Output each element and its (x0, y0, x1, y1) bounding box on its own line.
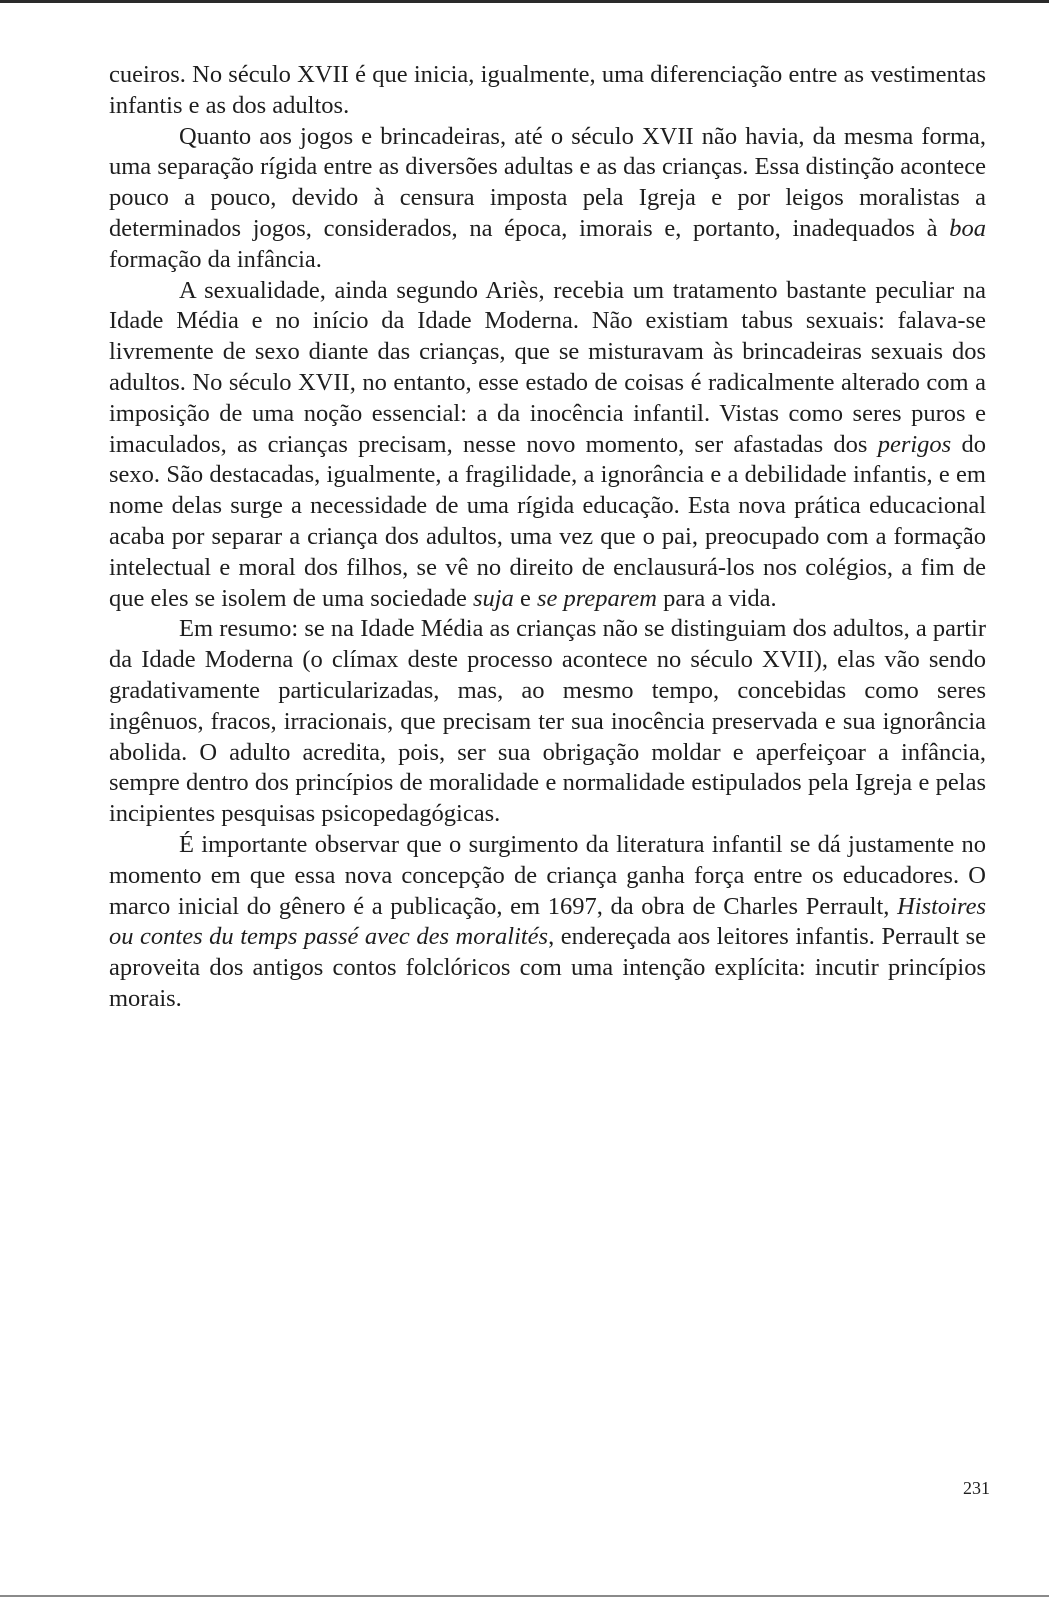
text-run: É importante observar que o surgimento da literatura infantil se dá justamente no momento em que essa nova concepção de criança ganha força entre os educadores. O marco inicial do gênero é a publicação, em 1697, da obra de Charles Perrault, (109, 830, 986, 920)
text-run: formação da infância. (109, 245, 322, 273)
italic-run: se preparem (536, 584, 657, 612)
text-run: e (513, 584, 537, 612)
paragraph-3 (109, 276, 986, 615)
paragraph-2 (109, 122, 986, 276)
page-body (109, 60, 986, 1015)
italic-run: boa (949, 214, 986, 242)
text-run: , endereçada aos leitores infantis. Perrault se aproveita dos antigos contos folclóricos com uma intenção explícita: incutir princípios morais. (109, 923, 986, 1012)
italic-run: Histoires ou contes du temps passé avec des moralités (109, 892, 986, 951)
paragraph-1 (109, 60, 986, 122)
bottom-edge-line (0, 1595, 1049, 1597)
text-run: para a vida. (656, 584, 777, 612)
text-run: A sexualidade, ainda segundo Ariès, recebia um tratamento bastante peculiar na Idade Média e no início da Idade Moderna. Não existiam tabus sexuais: falava-se livremente de sexo diante das crianças, que se misturavam às brincadeiras sexuais dos adultos. No século XVII, no entanto, esse estado de coisas é radicalmente alterado com a imposição de uma noção essencial: a da inocência infantil. Vistas como seres puros e imaculados, as crianças precisam, nesse novo momento, ser afastadas dos (109, 276, 986, 458)
italic-run: perigos (877, 430, 952, 458)
text-run: cueiros. No século XVII é que inicia, igualmente, uma diferenciação entre as vestimentas infantis e as dos adultos. (109, 61, 986, 119)
page-number: 231 (963, 1478, 990, 1498)
italic-run: suja (472, 584, 514, 612)
text-run: do sexo. São destacadas, igualmente, a fragilidade, a ignorância e a debilidade infantis, e em nome delas surge a necessidade de uma rígida educação. Esta nova prática educacional acaba por separar a criança dos adultos, uma vez que o pai, preocupado com a formação intelectual e moral dos filhos, se vê no direito de enclausurá-los nos colégios, a fim de que eles se isolem de uma sociedade (109, 430, 986, 612)
top-edge-line (0, 0, 1049, 3)
text-run: Quanto aos jogos e brincadeiras, até o século XVII não havia, da mesma forma, uma separação rígida entre as diversões adultas e as das crianças. Essa distinção acontece pouco a pouco, devido à censura imposta pela Igreja e por leigos moralistas a determinados jogos, considerados, na época, imorais e, portanto, inadequados à (109, 122, 986, 242)
text-run: Em resumo: se na Idade Média as crianças não se distinguiam dos adultos, a partir da Idade Moderna (o clímax deste processo acontece no século XVII), elas vão sendo gradativamente particularizadas, mas, ao mesmo tempo, concebidas como seres ingênuos, fracos, irracionais, que precisam ter sua inocência preservada e sua ignorância abolida. O adulto acredita, pois, ser sua obrigação moldar e aperfeiçoar a infância, sempre dentro dos princípios de moralidade e normalidade estipulados pela Igreja e pelas incipientes pesquisas psicopedagógicas. (109, 615, 986, 828)
paragraph-5 (109, 830, 986, 1015)
paragraph-4 (109, 614, 986, 830)
